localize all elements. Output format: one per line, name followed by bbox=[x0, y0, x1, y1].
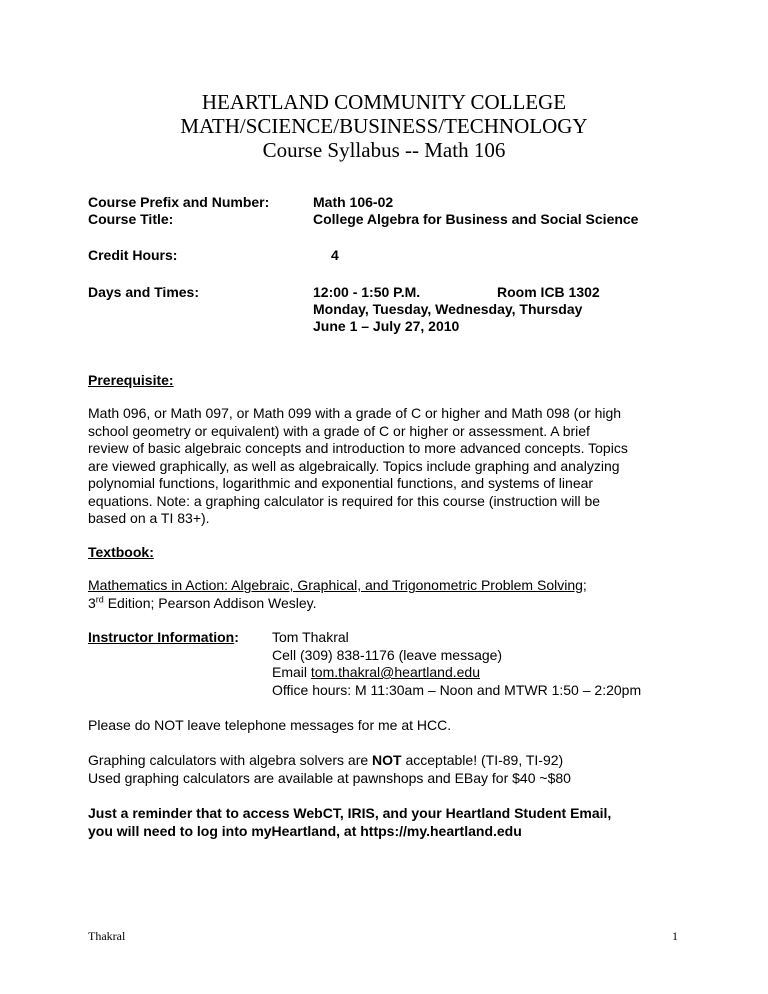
document-header bbox=[0, 90, 768, 162]
course-title-label: Course Title: bbox=[88, 211, 174, 227]
prerequisite-line: are viewed graphically, as well as algebraically. Topics include graphing and analyzing bbox=[88, 457, 620, 474]
class-time-value: 12:00 - 1:50 P.M. bbox=[313, 284, 421, 300]
class-days-value: Monday, Tuesday, Wednesday, Thursday bbox=[313, 301, 583, 317]
footer-author: Thakral bbox=[88, 929, 126, 943]
calc-note-post: acceptable! (TI-89, TI-92) bbox=[401, 752, 564, 768]
prerequisite-line: equations. Note: a graphing calculator is required for this course (instruction will be bbox=[88, 492, 601, 509]
edition-suffix: rd bbox=[95, 593, 104, 604]
credit-hours-label: Credit Hours: bbox=[88, 247, 178, 263]
instructor-details bbox=[272, 629, 641, 699]
textbook-info bbox=[88, 577, 688, 612]
instructor-office-hours: Office hours: M 11:30am – Noon and MTWR 1:50 – 2:20pm bbox=[272, 681, 642, 698]
credit-hours-value: 4 bbox=[331, 247, 339, 263]
edition-publisher: Edition; Pearson Addison Wesley. bbox=[103, 594, 317, 611]
instructor-heading-colon: : bbox=[234, 629, 239, 645]
reminder-line-1: Just a reminder that to access WebCT, IRIS, and your Heartland Student Email, bbox=[88, 805, 612, 821]
edition-number: 3 bbox=[88, 594, 96, 611]
login-reminder bbox=[88, 805, 688, 840]
textbook-title-punct: ; bbox=[582, 577, 587, 593]
prerequisite-line: Math 096, or Math 097, or Math 099 with a grade of C or higher and Math 098 (or high bbox=[88, 405, 622, 421]
prerequisite-line: review of basic algebraic concepts and introduction to more advanced concepts. Topics bbox=[88, 440, 628, 456]
course-prefix-value: Math 106-02 bbox=[313, 194, 394, 210]
footer-page-number: 1 bbox=[672, 929, 678, 943]
prerequisite-line: school geometry or equivalent) with a grade of C or higher or assessment. A brief bbox=[88, 422, 590, 439]
days-times-label: Days and Times: bbox=[88, 284, 200, 300]
calculator-notes bbox=[88, 752, 688, 787]
used-calculator-note: Used graphing calculators are available at pawnshops and EBay for $40 ~$80 bbox=[88, 769, 571, 786]
prerequisite-heading: Prerequisite: bbox=[88, 372, 174, 388]
prerequisite-text bbox=[88, 405, 688, 528]
textbook-heading: Textbook: bbox=[88, 544, 154, 560]
class-dates-value: June 1 – July 27, 2010 bbox=[313, 318, 460, 334]
calc-note-not: NOT bbox=[372, 752, 402, 768]
reminder-line-2: you will need to log into myHeartland, at https://my.heartland.edu bbox=[88, 822, 522, 839]
college-name: HEARTLAND COMMUNITY COLLEGE bbox=[201, 90, 567, 114]
instructor-email-label: Email bbox=[272, 664, 311, 680]
room-value: Room ICB 1302 bbox=[497, 284, 600, 300]
prerequisite-line: polynomial functions, logarithmic and exponential functions, and systems of linear bbox=[88, 475, 594, 491]
course-title-value: College Algebra for Business and Social Science bbox=[313, 211, 639, 227]
instructor-heading: Instructor Information bbox=[88, 629, 235, 645]
instructor-heading-row bbox=[88, 629, 239, 646]
instructor-cell: Cell (309) 838-1176 (leave message) bbox=[272, 646, 503, 663]
phone-note: Please do NOT leave telephone messages for me at HCC. bbox=[88, 717, 452, 733]
division-name: MATH/SCIENCE/BUSINESS/TECHNOLOGY bbox=[180, 114, 588, 138]
prerequisite-line: based on a TI 83+). bbox=[88, 510, 210, 526]
instructor-email-link[interactable]: tom.thakral@heartland.edu bbox=[310, 664, 480, 680]
syllabus-title: Course Syllabus -- Math 106 bbox=[262, 138, 506, 162]
instructor-name: Tom Thakral bbox=[272, 629, 349, 645]
calc-note-pre: Graphing calculators with algebra solvers are bbox=[88, 752, 373, 768]
course-prefix-label: Course Prefix and Number: bbox=[88, 194, 270, 210]
textbook-title: Mathematics in Action: Algebraic, Graphical, and Trigonometric Problem Solving bbox=[88, 577, 583, 593]
